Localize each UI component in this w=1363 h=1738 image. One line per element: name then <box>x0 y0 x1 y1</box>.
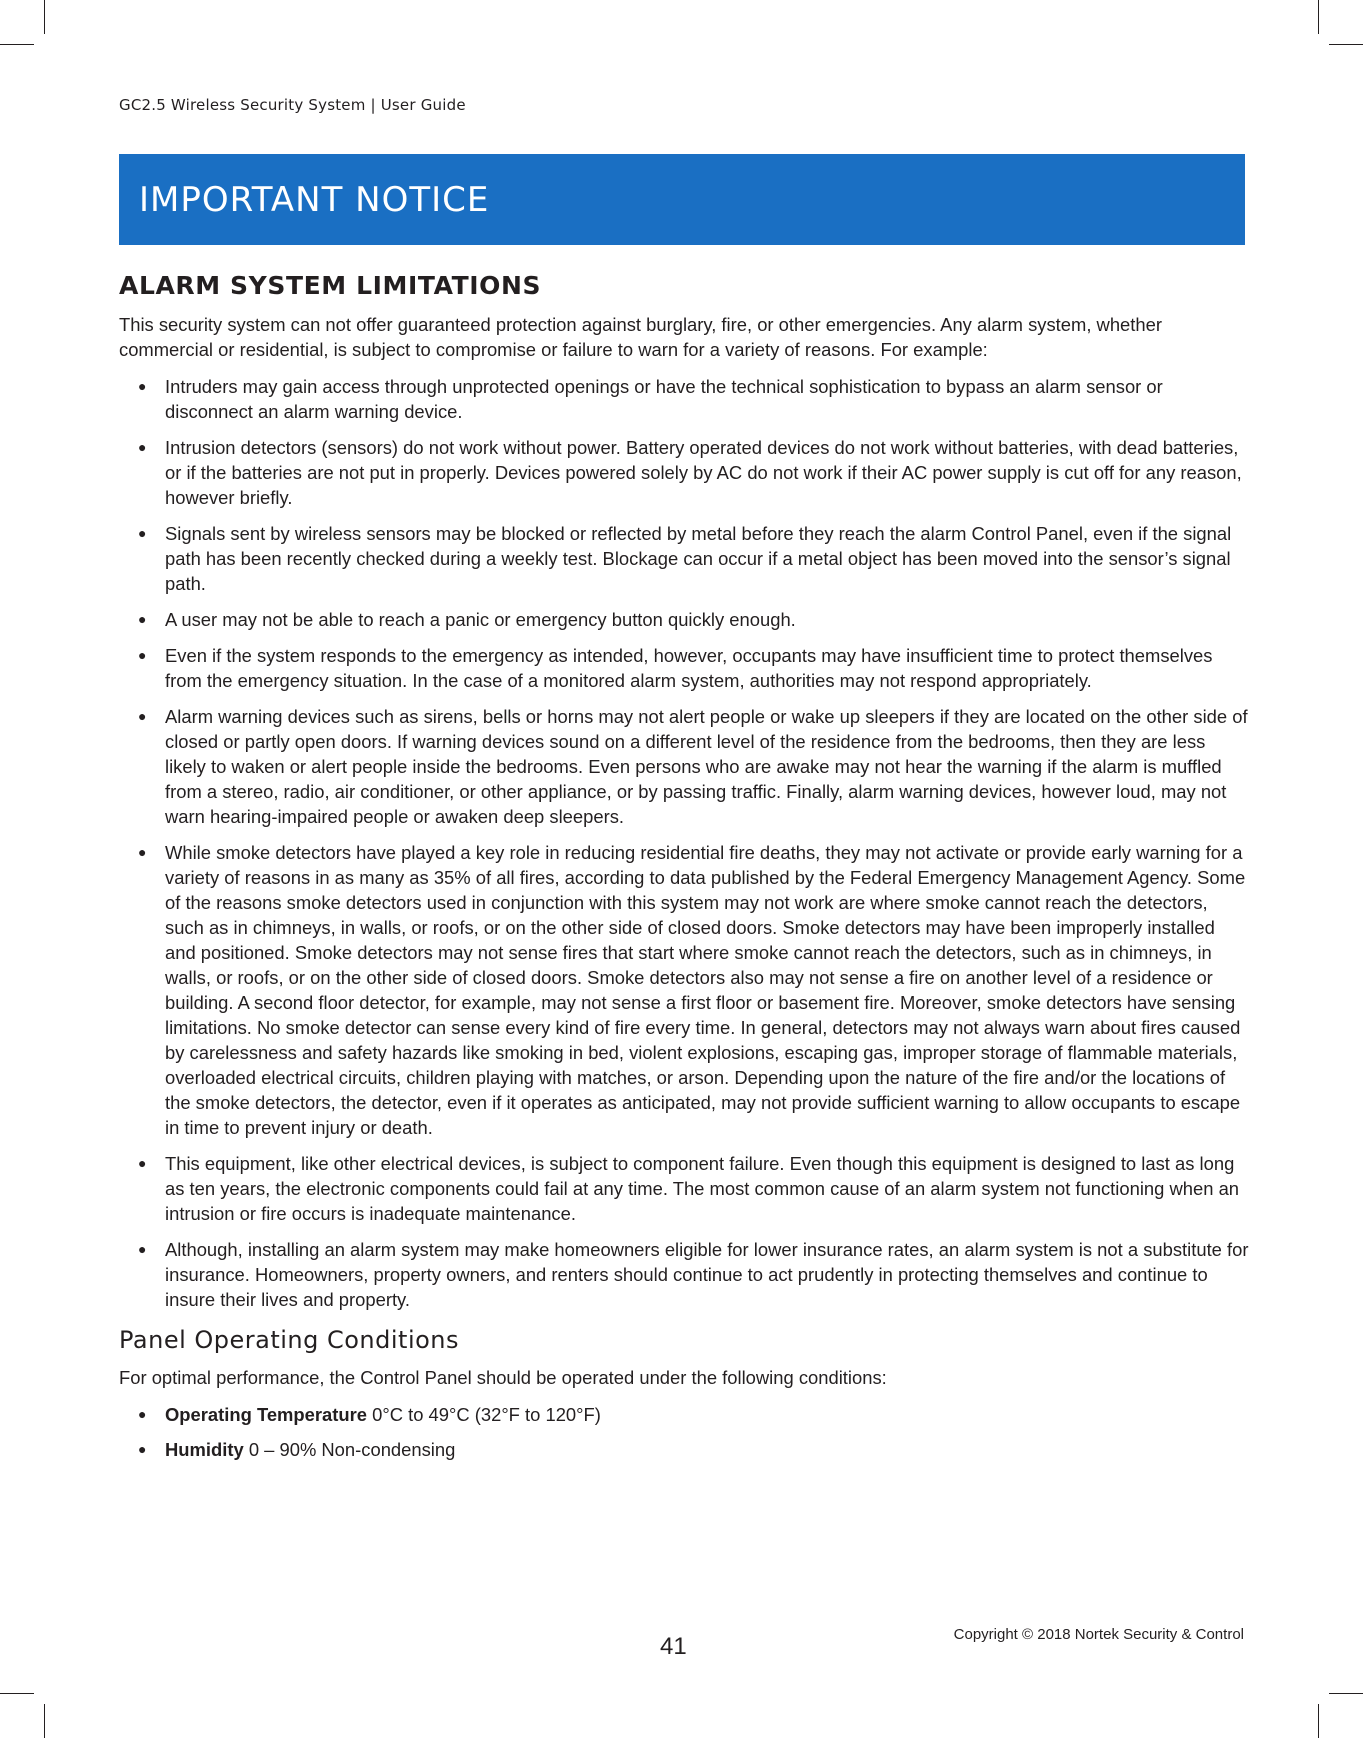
banner-title: IMPORTANT NOTICE <box>139 179 490 220</box>
intro-paragraph: This security system can not offer guaranteed protection against burglary, fire, or other emergencies. Any alarm system, whether commercial or residential, is subject to compromise or failure to warn for a variety of reasons. For example: <box>119 314 1162 360</box>
list-item-text: Although, installing an alarm system may make homeowners eligible for lower insurance rates, an alarm system is not a substitute for insurance. Homeowners, property owners, and renters should continue to act prudently in protecting themselves and continue to insure their lives and property. <box>165 1239 1249 1310</box>
crop-mark <box>1329 1693 1363 1694</box>
list-item <box>119 435 1249 510</box>
list-item <box>119 643 1249 693</box>
bullet-icon: ● <box>138 378 147 394</box>
list-item-text: While smoke detectors have played a key role in reducing residential fire deaths, they may not activate or provide early warning for a variety of reasons in as many as 35% of all fires, according to data published by the Federal Emergency Management Agency. Some of the reasons smoke detectors used in conjunction with this system may not work are where smoke cannot reach the detectors, such as in chimneys, in walls, or roofs, or on the other side of closed doors. Smoke detectors may have been improperly installed and positioned. Smoke detectors may not sense fires that start where smoke cannot reach the detectors, such as in chimneys, in walls, or roofs, or on the other side of closed doors. Smoke detectors also may not sense a fire on another level of a residence or building. A second floor detector, for example, may not sense a first floor or basement fire. Moreover, smoke detectors have sensing limitations. No smoke detector can sense every kind of fire every time. In general, detectors may not always warn about fires caused by carelessness and safety hazards like smoking in bed, violent explosions, escaping gas, improper storage of flammable materials, overloaded electrical circuits, children playing with matches, or arson. Depending upon the nature of the fire and/or the locations of the smoke detectors, the detector, even if it operates as anticipated, may not provide sufficient warning to allow occupants to escape in time to prevent injury or death. <box>165 842 1246 1138</box>
bullet-icon: ● <box>138 1441 147 1457</box>
bullet-icon: ● <box>138 1241 147 1257</box>
crop-mark <box>1329 44 1363 45</box>
bullet-icon: ● <box>138 525 147 541</box>
bullet-icon: ● <box>138 611 147 627</box>
bullet-icon: ● <box>138 1155 147 1171</box>
crop-mark <box>1318 1704 1319 1738</box>
crop-mark <box>0 1693 34 1694</box>
list-item <box>119 521 1249 596</box>
crop-mark <box>1318 0 1319 34</box>
crop-mark <box>44 0 45 34</box>
list-item-text: Intruders may gain access through unprotected openings or have the technical sophistication to bypass an alarm sensor or disconnect an alarm warning device. <box>165 376 1163 422</box>
crop-mark <box>44 1704 45 1738</box>
limitations-list <box>119 374 1249 1312</box>
crop-mark <box>0 44 34 45</box>
conditions-intro: For optimal performance, the Control Panel should be operated under the following conditions: <box>119 1367 887 1388</box>
list-item <box>119 1151 1249 1226</box>
page-content <box>119 268 1249 1472</box>
condition-label: Humidity <box>165 1439 244 1460</box>
list-item-text: Signals sent by wireless sensors may be blocked or reflected by metal before they reach the alarm Control Panel, even if the signal path has been recently checked during a weekly test. Blockage can occur if a metal object has been moved into the sensor’s signal path. <box>165 523 1232 594</box>
list-item-text: Alarm warning devices such as sirens, bells or horns may not alert people or wake up sleepers if they are located on the other side of closed or partly open doors. If warning devices sound on a different level of the residence from the bedrooms, then they are less likely to waken or alert people inside the bedrooms. Even persons who are awake may not hear the warning if the alarm is muffled from a stereo, radio, air conditioner, or other appliance, or by passing traffic. Finally, alarm warning devices, however loud, may not warn hearing-impaired people or awaken deep sleepers. <box>165 706 1248 827</box>
list-item <box>119 1402 1249 1427</box>
list-item <box>119 704 1249 829</box>
list-item <box>119 1237 1249 1312</box>
condition-label: Operating Temperature <box>165 1404 367 1425</box>
list-item <box>119 607 1249 632</box>
list-item-text: Even if the system responds to the emergency as intended, however, occupants may have insufficient time to protect themselves from the emergency situation. In the case of a monitored alarm system, authorities may not respond appropriately. <box>165 645 1213 691</box>
subsection-heading: Panel Operating Conditions <box>119 1326 460 1354</box>
bullet-icon: ● <box>138 844 147 860</box>
list-item-text: Intrusion detectors (sensors) do not work without power. Battery operated devices do not work without batteries, with dead batteries, or if the batteries are not put in properly. Devices powered solely by AC do not work if their AC power supply is cut off for any reason, however briefly. <box>165 437 1242 508</box>
running-header: GC2.5 Wireless Security System | User Guide <box>119 96 466 114</box>
bullet-icon: ● <box>138 439 147 455</box>
condition-value: 0°C to 49°C (32°F to 120°F) <box>372 1404 601 1425</box>
section-heading: ALARM SYSTEM LIMITATIONS <box>119 271 542 300</box>
list-item <box>119 1437 1249 1462</box>
list-item <box>119 840 1249 1140</box>
copyright-notice: Copyright © 2018 Nortek Security & Control <box>953 1626 1244 1643</box>
page-number: 41 <box>660 1633 687 1660</box>
conditions-list <box>119 1402 1249 1462</box>
list-item-text: A user may not be able to reach a panic or emergency button quickly enough. <box>165 609 796 630</box>
condition-value: 0 – 90% Non-condensing <box>248 1439 456 1460</box>
bullet-icon: ● <box>138 1406 147 1422</box>
notice-banner <box>119 154 1245 245</box>
bullet-icon: ● <box>138 708 147 724</box>
list-item-text: This equipment, like other electrical devices, is subject to component failure. Even though this equipment is designed to last as long as ten years, the electronic components could fail at any time. The most common cause of an alarm system not functioning when an intrusion or fire occurs is inadequate maintenance. <box>165 1153 1240 1224</box>
list-item <box>119 374 1249 424</box>
bullet-icon: ● <box>138 647 147 663</box>
